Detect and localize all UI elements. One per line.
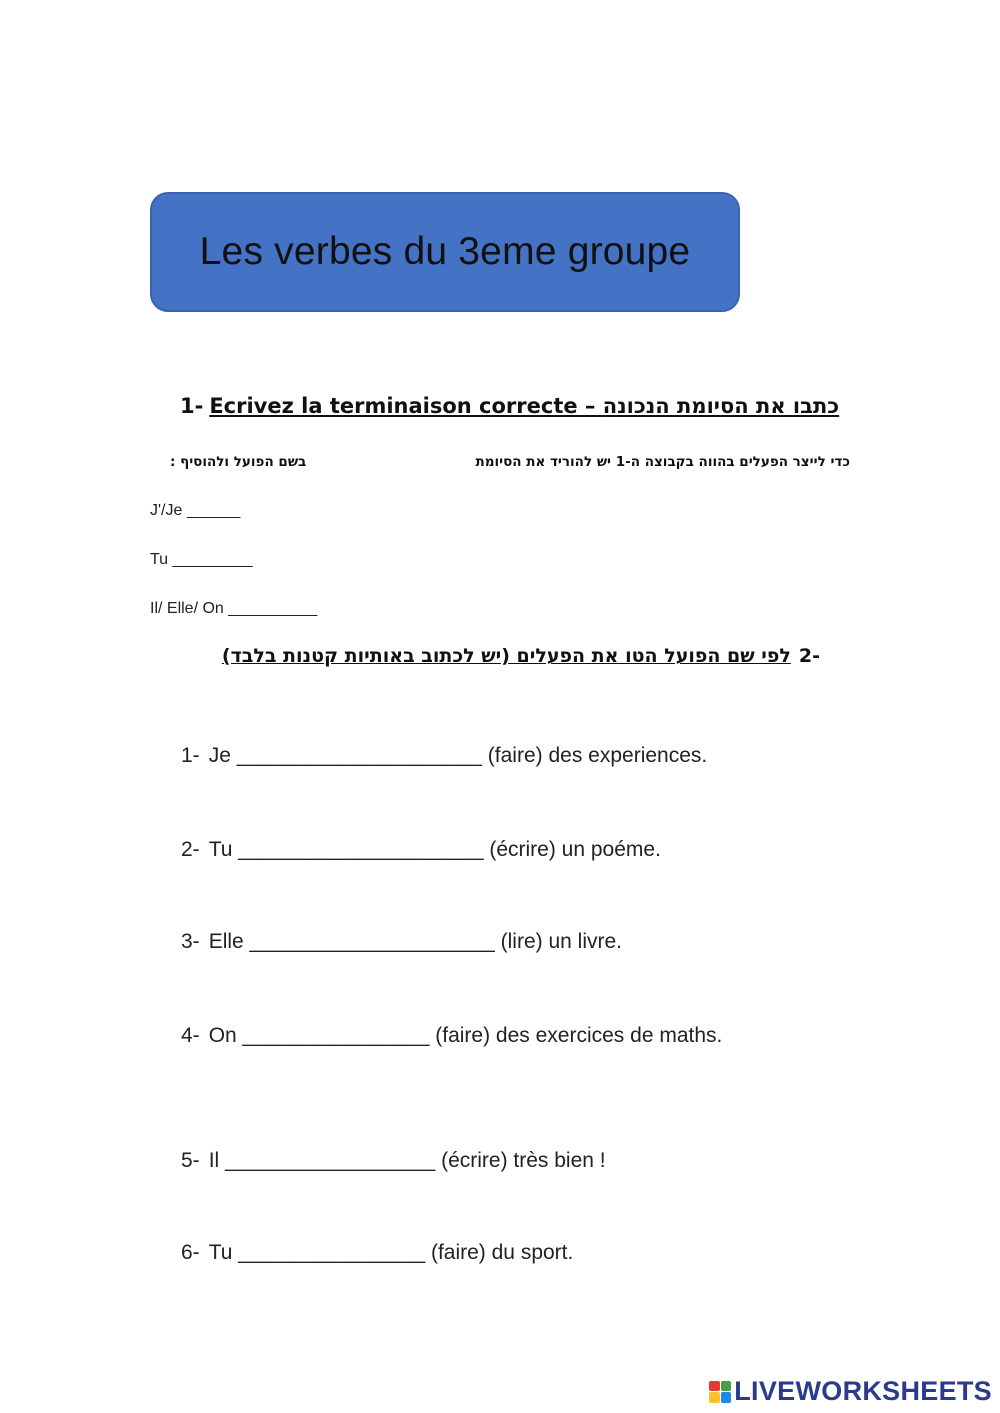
title-box: [150, 192, 740, 312]
sentence-text: Il __________________ (écrire) très bien !: [208, 1149, 606, 1172]
worksheet-title: Les verbes du 3eme groupe: [199, 230, 691, 273]
sentence-5[interactable]: [181, 1149, 606, 1173]
sentence-6[interactable]: [181, 1241, 573, 1265]
sentence-number: 5-: [181, 1149, 200, 1172]
logo-square: [721, 1381, 732, 1392]
exercise1-instruction-right: כדי לייצר הפעלים בהווה בקבוצה ה-1 יש להוריד את הסיומת: [475, 454, 850, 470]
exercise2-number: -2: [798, 645, 820, 667]
exercise1-instruction-left: בשם הפועל ולהוסיף :: [170, 454, 307, 470]
sentence-text: Elle _____________________ (lire) un livre.: [208, 930, 622, 953]
sentence-number: 3-: [181, 930, 200, 953]
sentence-2[interactable]: [181, 838, 661, 862]
exercise1-heading-text: Ecrivez la terminaison correcte – כתבו את הסיומת הנכונה: [209, 394, 840, 418]
logo-square: [721, 1392, 732, 1403]
sentence-3[interactable]: [181, 930, 622, 954]
sentence-number: 2-: [181, 838, 200, 861]
logo-square: [709, 1392, 720, 1403]
liveworksheets-wordmark: LIVEWORKSHEETS: [734, 1376, 992, 1406]
exercise1-number: 1-: [180, 394, 204, 418]
sentence-number: 4-: [181, 1024, 200, 1047]
sentence-4[interactable]: [181, 1024, 722, 1048]
exercise2-heading: [175, 645, 820, 667]
sentence-text: Tu ________________ (faire) du sport.: [208, 1241, 574, 1264]
sentence-text: Je _____________________ (faire) des experiences.: [208, 744, 708, 767]
sentence-number: 6-: [181, 1241, 200, 1264]
conjugation-row-tu[interactable]: Tu _________: [150, 551, 253, 568]
liveworksheets-brand: [709, 1376, 992, 1407]
exercise2-heading-text: לפי שם הפועל הטו את הפעלים (יש לכתוב באותיות קטנות בלבד): [221, 645, 791, 667]
conjugation-row-il-elle-on[interactable]: Il/ Elle/ On __________: [150, 600, 318, 617]
logo-square: [709, 1381, 720, 1392]
sentence-text: On ________________ (faire) des exercices de maths.: [208, 1024, 723, 1047]
exercise1-heading: [180, 394, 850, 418]
sentence-text: Tu _____________________ (écrire) un poéme.: [208, 838, 661, 861]
sentence-1[interactable]: [181, 744, 707, 768]
liveworksheets-logo-icon: [709, 1381, 731, 1403]
conjugation-row-je[interactable]: J'/Je ______: [150, 502, 241, 519]
sentence-number: 1-: [181, 744, 200, 767]
